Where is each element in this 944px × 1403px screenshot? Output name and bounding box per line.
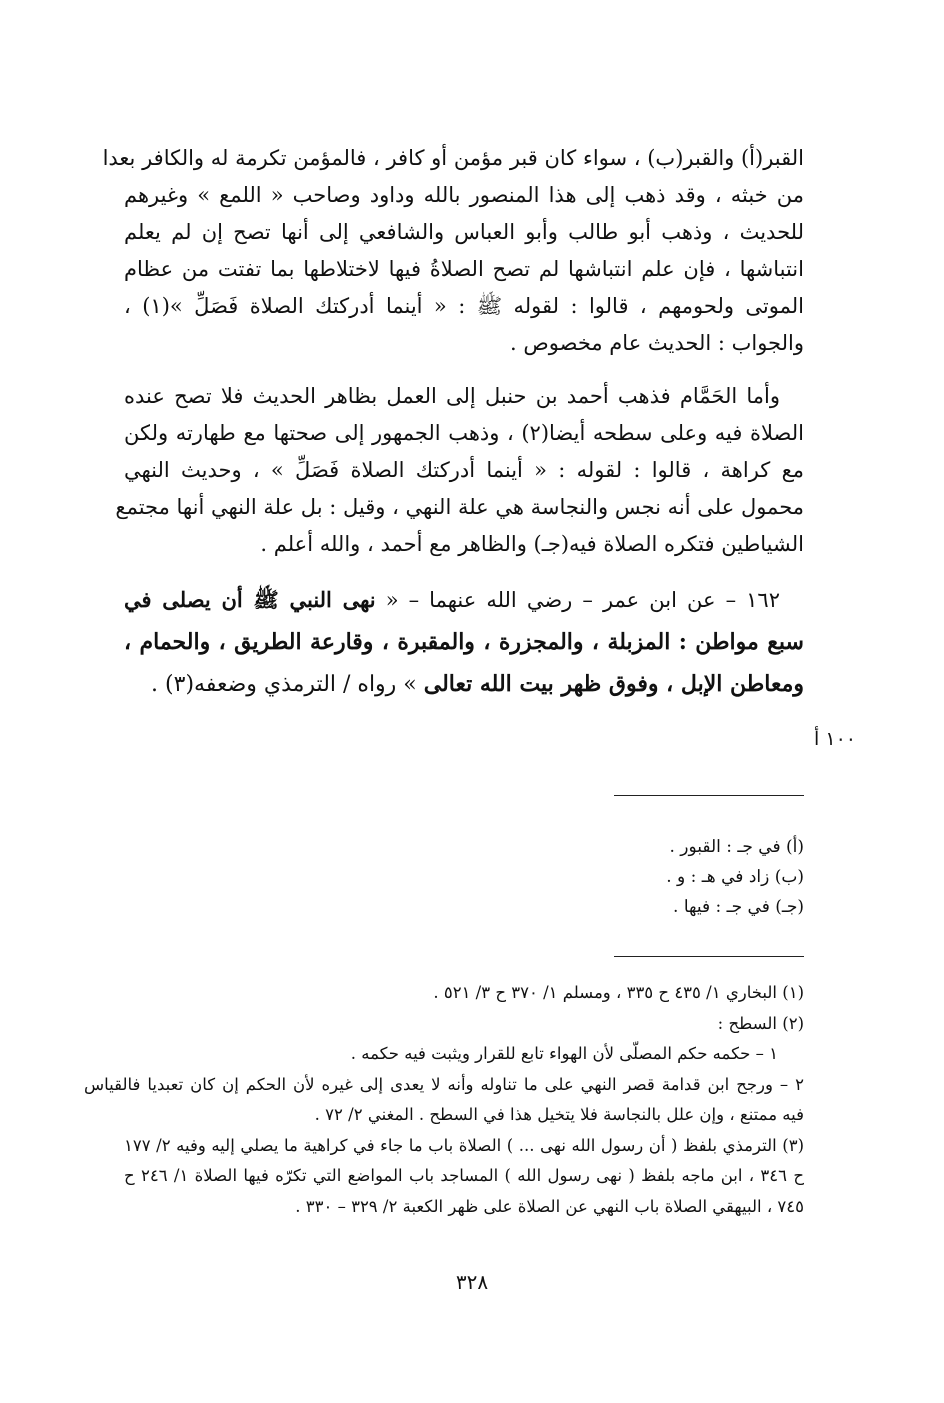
variants-divider xyxy=(614,795,804,796)
text-line: القبر(أ) والقبر(ب) ، سواء كان قبر مؤمن أو كافر ، فالمؤمن تكرمة له والكافر بعدا xyxy=(102,146,804,170)
footnote-line: فيه ممتنع ، وإن علل بالنجاسة فلا يتخيل هذا في السطح . المغني ٢/ ٧٢ . xyxy=(314,1105,804,1124)
manuscript-variants xyxy=(124,832,804,922)
footnotes-divider xyxy=(614,956,804,957)
text-line: وأما الحَمَّام فذهب أحمد بن حنبل إلى العمل بظاهر الحديث فلا تصح عنده xyxy=(124,384,780,408)
text-line: الموتى ولحومهم ، قالوا : لقوله ﷺ : « أينما أدركتك الصلاة فَصَلِّ »(١) ، xyxy=(124,294,804,318)
text-line: محمول على أنه نجس والنجاسة هي علة النهي ، وقيل : بل علة النهي أنها مجتمع xyxy=(115,495,804,519)
paragraph-2 xyxy=(115,378,804,563)
hadith-intro: ١٦٢ – عن ابن عمر – رضي الله عنهما – « xyxy=(375,588,780,612)
text-line: والجواب : الحديث عام مخصوص . xyxy=(510,331,804,355)
footnote-line: ٧٤٥ ، البيهقي الصلاة باب النهي عن الصلاة على ظهر الكعبة ٢/ ٣٢٩ – ٣٣٠ . xyxy=(295,1196,804,1216)
hadith-text: ومعاطن الإبل ، وفوق ظهر بيت الله تعالى xyxy=(423,671,804,697)
text-line: الصلاة فيه وعلى سطحه أيضا(٢) ، وذهب الجمهور إلى صحتها مع طهارته ولكن xyxy=(124,421,804,445)
footnote-line: ١ – حكمه حكم المصلّى لأن الهواء تابع للقرار ويثبت فيه حكمه . xyxy=(350,1044,778,1063)
paragraph-1 xyxy=(102,140,804,362)
text-line: الشياطين فتكره الصلاة فيه(جـ) والظاهر مع أحمد ، والله أعلم . xyxy=(260,532,804,556)
variant-note: (جـ) في جـ : فيها . xyxy=(673,897,804,917)
footnote-line: ٢ – ورجح ابن قدامة قصر النهي على ما تناوله وأنه لا يعدى إلى غيره لأن الحكم إن كان تعبديا فالقياس xyxy=(84,1074,804,1094)
footnote-line: ح ٣٤٦ ، ابن ماجه بلفظ ( نهى رسول الله ) المساجد باب المواضع التي تكرّه فيها الصلاة ١/ ٢٤٦ ح xyxy=(124,1166,804,1185)
hadith-line: سبع مواطن : المزبلة ، والمجزرة ، والمقبرة ، وقارعة الطريق ، والحمام ، xyxy=(124,629,804,655)
margin-folio-note: ١٠٠ أ xyxy=(814,728,856,750)
main-text xyxy=(102,140,804,706)
footnote-line: (١) البخاري ١/ ٤٣٥ ح ٣٣٥ ، ومسلم ١/ ٣٧٠ ح ٣/ ٥٢١ . xyxy=(433,983,804,1002)
text-line: من خبثه ، وقد ذهب إلى هذا المنصور بالله وداود وصاحب « اللمع » وغيرهم xyxy=(124,183,804,207)
text-line: مع كراهة ، قالوا : لقوله : « أينما أدركتك الصلاة فَصَلِّ » ، وحديث النهي xyxy=(124,458,804,482)
hadith-line xyxy=(124,663,804,706)
hadith-block xyxy=(124,579,804,706)
footnote-line: (٣) الترمذي بلفظ ( أن رسول الله نهى ... ) الصلاة باب ما جاء في كراهية ما يصلي إليه وفيه ٢/ ١٧٧ xyxy=(124,1135,804,1155)
footnotes xyxy=(84,978,804,1222)
page-number: ٣٢٨ xyxy=(455,1270,489,1294)
variant-note: (ب) زاد في هـ : و . xyxy=(666,867,804,887)
hadith-citation: » رواه / الترمذي وضعفه(٣) . xyxy=(151,672,424,697)
text-line: للحديث ، وذهب أبو طالب وأبو العباس والشافعي إلى أنها تصح إن لم يعلم xyxy=(124,220,804,244)
hadith-text: نهى النبي ﷺ أن يصلى في xyxy=(124,587,376,612)
footnote-line: (٢) السطح : xyxy=(717,1013,804,1033)
variant-note: (أ) في جـ : القبور . xyxy=(669,837,804,857)
text-line: انتباشها ، فإن علم انتباشها لم تصح الصلاةُ فيها لاختلاطها بما تفتت من عظام xyxy=(124,257,804,281)
hadith-line xyxy=(124,579,804,621)
